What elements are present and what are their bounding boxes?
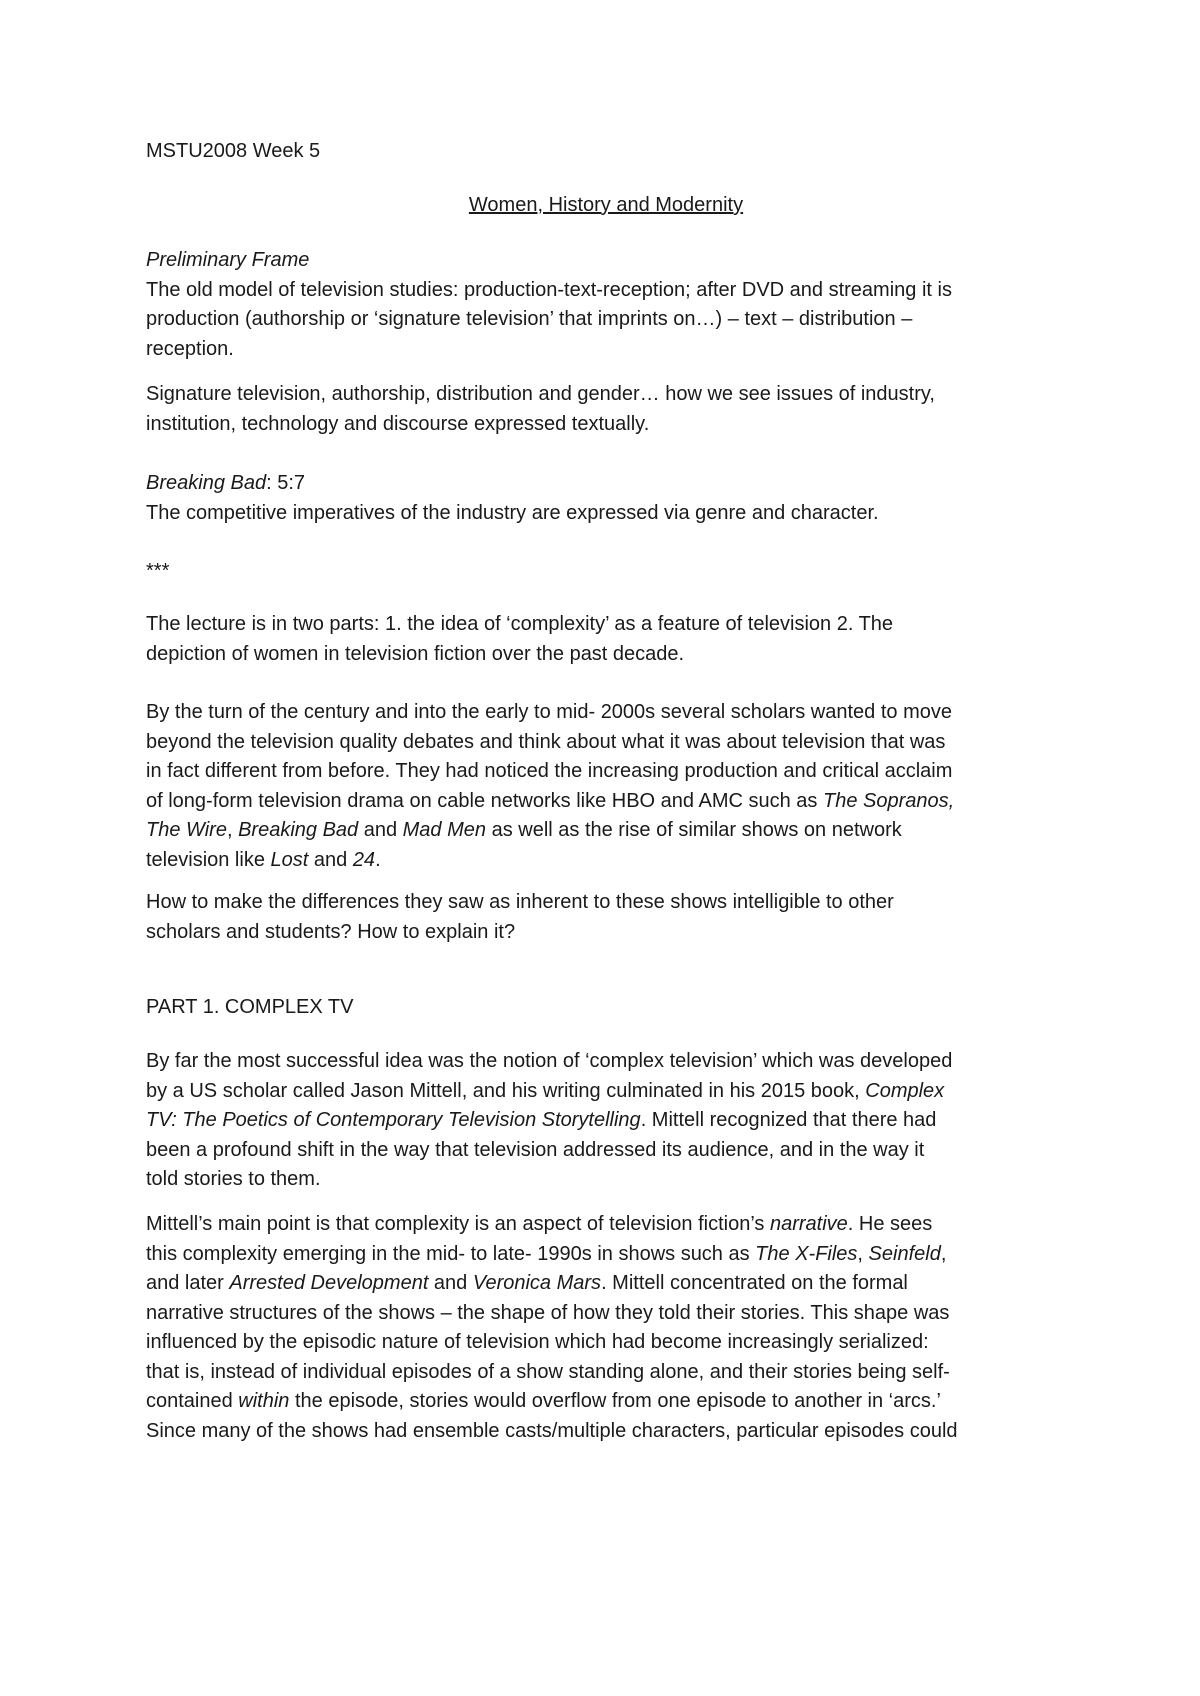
text-line	[146, 846, 1066, 876]
show-title: 24	[352, 848, 376, 871]
emphasis: within	[238, 1390, 290, 1412]
text-line: How to make the differences they saw as inherent to these shows intelligible to other	[146, 891, 894, 913]
text-line: By the turn of the century and into the early to mid- 2000s several scholars wanted to move	[146, 701, 952, 723]
show-title: Arrested Development	[229, 1272, 429, 1294]
text-run: of long-form television drama on cable networks like HBO and AMC such as	[146, 789, 823, 812]
show-title: The X-Files	[755, 1242, 858, 1265]
text-run: and	[308, 848, 353, 871]
separator: ***	[146, 560, 170, 582]
show-title: Mad Men	[402, 819, 487, 841]
document-title: Women, History and Modernity	[468, 194, 744, 216]
book-title: TV: The Poetics of Contemporary Television Storytelling	[146, 1109, 641, 1131]
episode-ref: : 5:7	[266, 472, 305, 494]
part1-heading: PART 1. COMPLEX TV	[146, 996, 354, 1018]
text-run: .	[375, 848, 381, 871]
show-title: Veronica Mars	[472, 1272, 602, 1294]
text-run: and	[428, 1272, 473, 1294]
show-title: Seinfeld	[868, 1242, 941, 1265]
text-line: The lecture is in two parts: 1. the idea of ‘complexity’ as a feature of television 2. The	[146, 613, 894, 635]
show-title: The Sopranos,	[822, 789, 955, 812]
text-line: The old model of television studies: production-text-reception; after DVD and streaming it is	[146, 278, 952, 301]
text-line	[146, 1387, 1066, 1417]
text-line: been a profound shift in the way that television addressed its audience, and in the way it	[146, 1138, 925, 1161]
text-run: . Mittell recognized that there had	[640, 1109, 937, 1131]
text-line: reception.	[146, 337, 234, 360]
show-title: Breaking Bad	[146, 472, 267, 494]
mittell-paragraph	[146, 1210, 1066, 1446]
lecture-paragraph	[146, 610, 1066, 669]
text-line: in fact different from before. They had noticed the increasing production and critical acclaim	[146, 760, 953, 782]
text-run: contained	[146, 1390, 239, 1412]
text-line	[146, 787, 1066, 817]
text-run: ,	[857, 1242, 869, 1265]
text-run: television like	[146, 848, 271, 871]
text-line: Since many of the shows had ensemble casts/multiple characters, particular episodes could	[146, 1419, 958, 1442]
show-title: Lost	[270, 848, 309, 871]
preliminary-section	[146, 246, 1066, 364]
text-run: this complexity emerging in the mid- to late- 1990s in shows such as	[146, 1242, 756, 1265]
text-line	[146, 1240, 1066, 1270]
text-line: Signature television, authorship, distribution and gender… how we see issues of industry,	[146, 383, 935, 405]
text-line	[146, 1269, 1066, 1299]
breaking-bad-heading	[146, 469, 1066, 499]
book-title: Complex	[865, 1079, 945, 1102]
text-line: depiction of women in television fiction over the past decade.	[146, 642, 685, 665]
text-run: ,	[940, 1242, 947, 1265]
text-line: beyond the television quality debates and think about what it was about television that was	[146, 730, 946, 753]
text-line	[146, 1210, 1066, 1240]
text-line: narrative structures of the shows – the shape of how they told their stories. This shape was	[146, 1301, 950, 1324]
by-far-paragraph	[146, 1047, 1066, 1195]
text-run: . Mittell concentrated on the formal	[601, 1272, 908, 1294]
show-title: Breaking Bad	[238, 819, 359, 841]
text-line: that is, instead of individual episodes of a show standing alone, and their stories being self-	[146, 1360, 950, 1383]
preliminary-heading: Preliminary Frame	[146, 249, 310, 271]
text-line: institution, technology and discourse expressed textually.	[146, 412, 650, 435]
text-line: The competitive imperatives of the industry are expressed via genre and character.	[146, 501, 879, 524]
text-line: production (authorship or ‘signature television’ that imprints on…) – text – distribution –	[146, 308, 913, 330]
text-run: Mittell’s main point is that complexity is an aspect of television fiction’s	[146, 1213, 770, 1235]
text-line: told stories to them.	[146, 1168, 321, 1190]
breaking-bad-section	[146, 469, 1066, 528]
show-title: The Wire	[146, 819, 227, 841]
text-line	[146, 1106, 1066, 1136]
text-line: influenced by the episodic nature of television which had become increasingly serialized:	[146, 1331, 929, 1353]
text-run: and later	[146, 1272, 230, 1294]
text-line	[146, 1077, 1066, 1107]
text-run: and	[358, 819, 403, 841]
emphasis: narrative	[769, 1213, 848, 1235]
text-run: . He sees	[847, 1213, 933, 1235]
text-line: scholars and students? How to explain it?	[146, 920, 516, 943]
text-run: the episode, stories would overflow from one episode to another in ‘arcs.’	[289, 1390, 941, 1412]
text-run: by a US scholar called Jason Mittell, and his writing culminated in his 2015 book,	[146, 1079, 866, 1102]
text-run: ,	[226, 819, 239, 841]
text-line	[146, 816, 1066, 846]
text-line: By far the most successful idea was the notion of ‘complex television’ which was developed	[146, 1050, 953, 1072]
text-run: as well as the rise of similar shows on network	[486, 819, 902, 841]
turn-of-century-paragraph	[146, 698, 1066, 875]
how-to-paragraph	[146, 888, 1066, 947]
signature-paragraph	[146, 380, 1066, 439]
course-header: MSTU2008 Week 5	[146, 140, 321, 162]
